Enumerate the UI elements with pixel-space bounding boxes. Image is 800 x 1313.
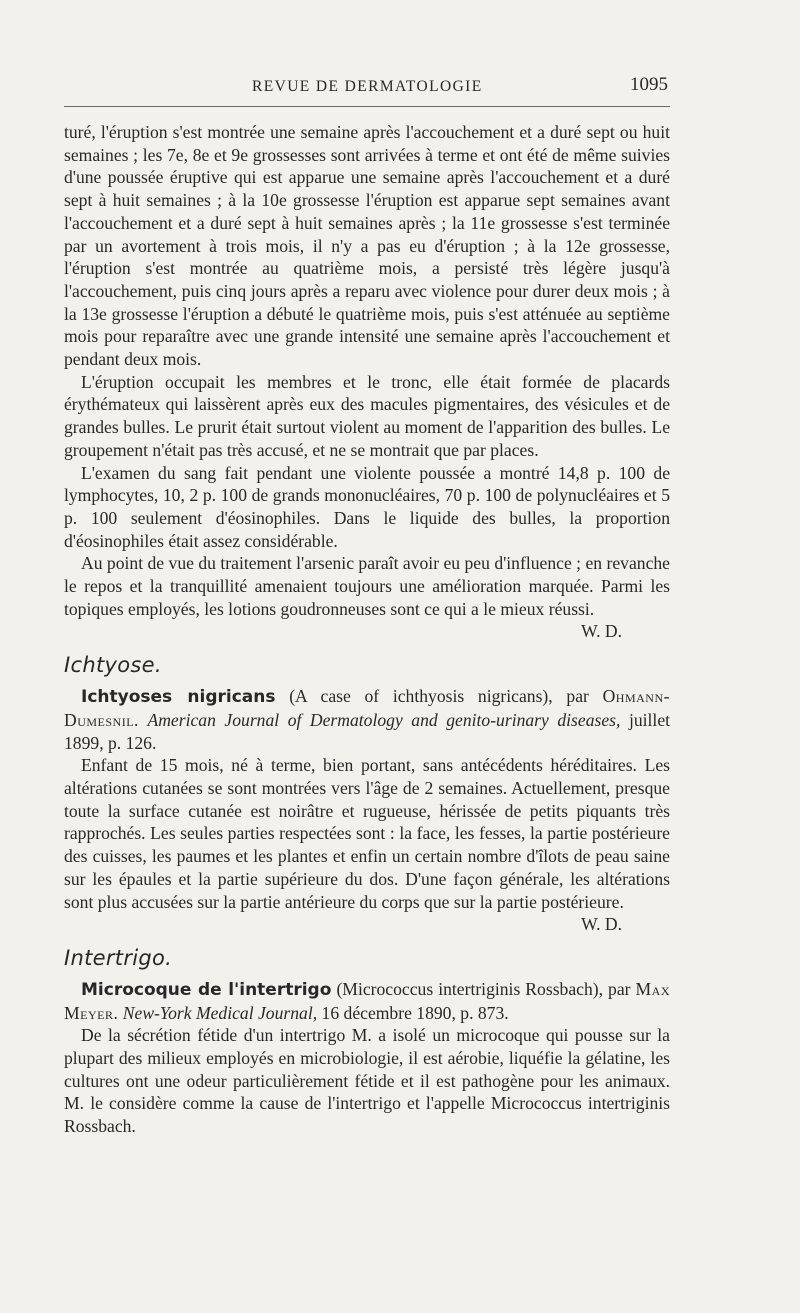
journal-name: American Journal of Dermatology and genito-urinary diseases,	[147, 709, 621, 730]
paragraph-eruption: L'éruption occupait les membres et le tronc, elle était formée de placards érythémateux qui laissèrent après eux des macules pigmentaires, des vésicules et de grandes bulles. Le prurit était surtout violent au moment de l'apparition des bulles. Le groupement n'était pas très accusé, et ne se montrait que par places.	[64, 371, 670, 460]
entry-body-text: Enfant de 15 mois, né à terme, bien portant, sans antécédents héréditaires. Les altérations cutanées se sont montrées vers l'âge de 2 semaines. Actuellement, presque toute la surface cutanée est noirâtre et rugueuse, hérissée de petits piquants très rapprochés. Les seules parties respectées sont : la face, les fesses, la partie postérieure des cuisses, les paumes et les plantes et enfin un certain nombre d'îlots de peau saine sur les épaules et la partie supérieure du dos. D'une façon générale, les altérations sont plus accusées sur la partie antérieure du corps que sur la partie postérieure.	[64, 755, 670, 912]
paragraph-treatment	[64, 552, 670, 642]
section-heading-intertrigo: Intertrigo.	[64, 945, 173, 970]
reference-intro: (A case of ichthyosis nigricans), par	[289, 686, 589, 707]
author-name: Max Meyer.	[64, 978, 671, 1023]
entry-body: De la sécrétion fétide d'un intertrigo M. a isolé un microcoque qui pousse sur la plupart des milieux employés en microbiologie, il est aérobie, liquéfie la gélatine, les cultures ont une odeur particulièrement fétide et il est pathogène pour les animaux. M. le considère comme la cause de l'intertrigo et l'appelle Micrococcus intertriginis Rossbach.	[64, 1025, 670, 1137]
paragraph-continued: turé, l'éruption s'est montrée une semaine après l'accouchement et a duré sept ou huit semaines ; les 7e, 8e et 9e grossesses sont arrivées à terme et ont été de même suivies d'une poussée éruptive qui est apparue une semaine après l'accouchement et a duré sept à huit semaines ; à la 10e grossesse l'éruption est apparue sept semaines avant l'accouchement et a duré sept à huit semaines après ; la 11e grossesse s'est terminée par un avortement à trois mois, il n'y a pas eu d'éruption ; à la 12e grossesse, l'éruption s'est montrée au quatrième mois, a persisté très légère jusqu'à l'accouchement, puis cinq jours après a reparu avec violence pour durer deux mois ; à la 13e grossesse l'éruption a débuté le quatrième mois, puis s'est atténuée au septième mois pour reparaître avec une grande intensité une semaine après l'accouchement et pendant deux mois.	[64, 122, 670, 370]
treatment-text: Au point de vue du traitement l'arsenic paraît avoir eu peu d'influence ; en revanche le repos et la tranquillité amenaient toujours une amélioration marquée. Parmi les topiques employés, les lotions goudronneuses sont ce qui a le mieux réussi.	[64, 553, 670, 619]
entry-title: Ichtyoses nigricans	[81, 687, 276, 708]
entry-reference	[64, 685, 670, 754]
page-header	[64, 72, 670, 107]
entry-body	[64, 754, 670, 935]
reference-date: 16 décembre 1890, p. 873.	[321, 1002, 509, 1023]
section-heading-ichtyose: Ichtyose.	[64, 653, 162, 678]
journal-name: New-York Medical Journal,	[122, 1002, 318, 1023]
running-title: REVUE DE DERMATOLOGIE	[252, 78, 483, 95]
reference-date: juillet 1899, p. 126.	[64, 709, 671, 753]
page-number: 1095	[630, 74, 668, 95]
signature: W. D.	[581, 621, 622, 642]
author-name: Ohmann-Dumesnil.	[64, 686, 670, 730]
signature: W. D.	[581, 914, 622, 935]
paragraph-blood-exam: L'examen du sang fait pendant une violente poussée a montré 14,8 p. 100 de lymphocytes, 10, 2 p. 100 de grands mononucléaires, 70 p. 100 de polynucléaires et 5 p. 100 seulement d'éosinophiles. Dans le liquide des bulles, la proportion d'éosinophiles était assez considérable.	[64, 462, 670, 551]
entry-title: Microcoque de l'intertrigo	[81, 979, 332, 1000]
reference-intro: (Micrococcus intertriginis Rossbach), par	[336, 978, 631, 999]
entry-reference	[64, 978, 670, 1024]
